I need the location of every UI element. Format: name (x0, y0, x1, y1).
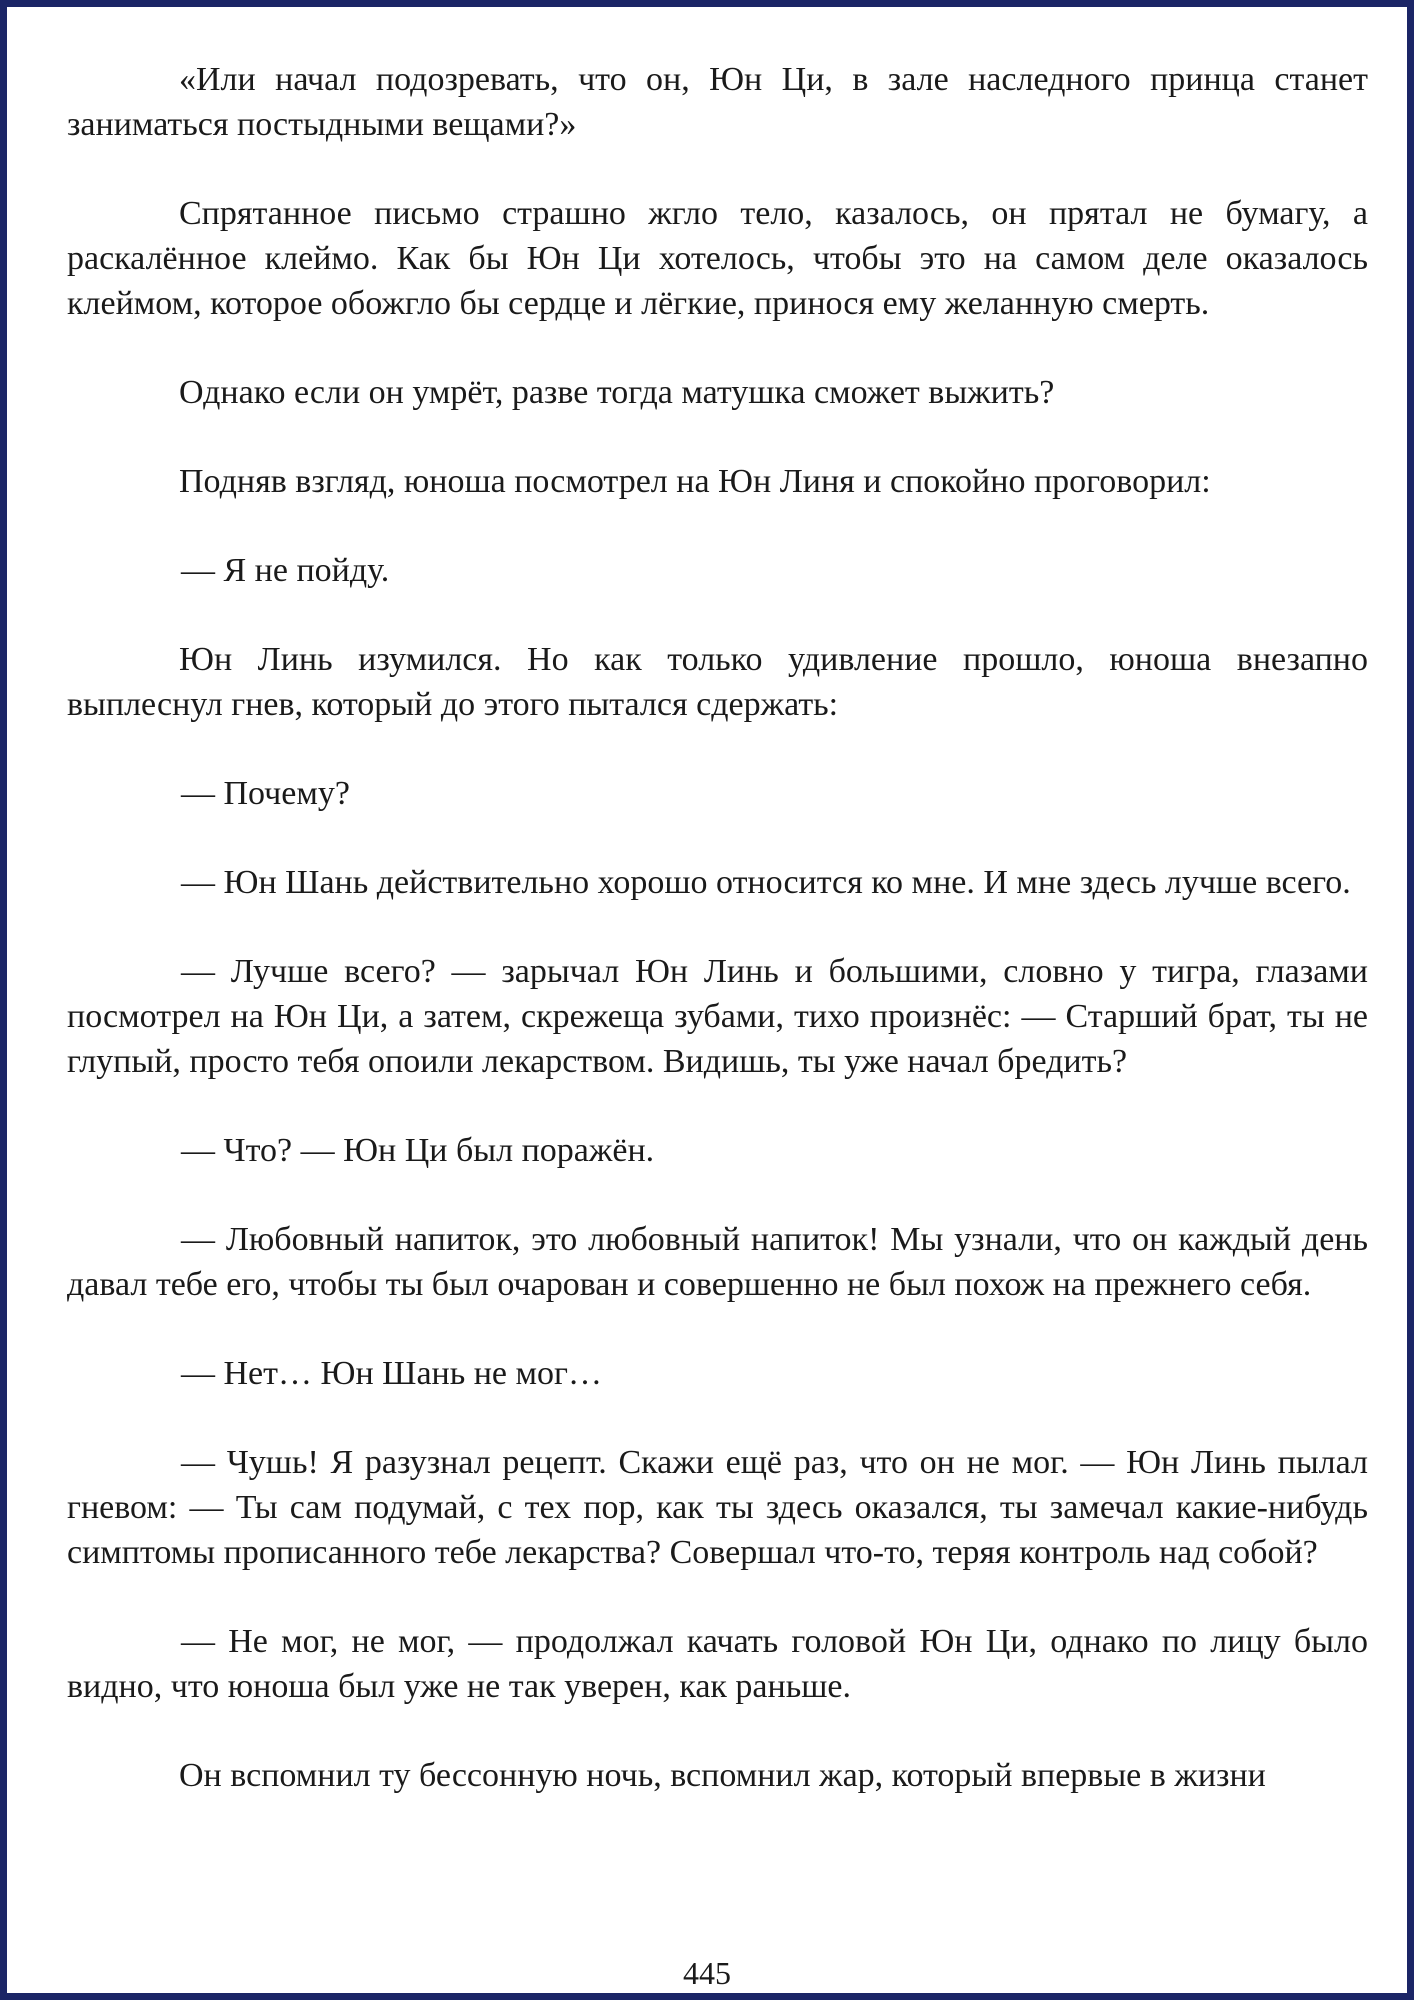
dialogue-line: — Чушь! Я разузнал рецепт. Скажи ещё раз, что он не мог. — Юн Линь пылал гневом: — Ты сам подумай, с тех пор, как ты здесь оказался, ты замечал какие-нибудь симптомы прописанного тебе лекарства? Совершал что-то, теряя контроль над собой? (67, 1444, 1368, 1571)
dialogue-line: — Почему? (181, 775, 350, 812)
paragraph: Однако если он умрёт, разве тогда матушка сможет выжить? (179, 374, 1055, 411)
paragraph: Он вспомнил ту бессонную ночь, вспомнил жар, который впервые в жизни (179, 1757, 1266, 1794)
dialogue-line: — Не мог, не мог, — продолжал качать головой Юн Ци, однако по лицу было видно, что юноша был уже не так уверен, как раньше. (67, 1623, 1368, 1705)
dialogue-line: — Нет… Юн Шань не мог… (181, 1355, 602, 1392)
dialogue-line: — Я не пойду. (181, 552, 390, 589)
paragraph: Спрятанное письмо страшно жгло тело, казалось, он прятал не бумагу, а раскалённое клеймо. Как бы Юн Ци хотелось, чтобы это на самом деле оказалось клеймом, которое обожгло бы сердце и лёгкие, принося ему желанную смерть. (67, 195, 1368, 322)
paragraph: Подняв взгляд, юноша посмотрел на Юн Линя и спокойно проговорил: (179, 463, 1211, 500)
page-text (67, 57, 1368, 1798)
dialogue-line: — Юн Шань действительно хорошо относится ко мне. И мне здесь лучше всего. (181, 864, 1351, 901)
paragraph: «Или начал подозревать, что он, Юн Ци, в зале наследного принца станет заниматься постыдными вещами?» (67, 61, 1368, 143)
dialogue-line: — Лучше всего? — зарычал Юн Линь и большими, словно у тигра, глазами посмотрел на Юн Ци, а затем, скрежеща зубами, тихо произнёс: — Старший брат, ты не глупый, просто тебя опоили лекарством. Видишь, ты уже начал бредить? (67, 953, 1368, 1080)
dialogue-line: — Любовный напиток, это любовный напиток! Мы узнали, что он каждый день давал тебе его, чтобы ты был очарован и совершенно не был похож на прежнего себя. (67, 1221, 1368, 1303)
page-number: 445 (683, 1955, 731, 1991)
paragraph: Юн Линь изумился. Но как только удивление прошло, юноша внезапно выплеснул гнев, который до этого пытался сдержать: (67, 641, 1368, 723)
dialogue-line: — Что? — Юн Ци был поражён. (181, 1132, 655, 1169)
